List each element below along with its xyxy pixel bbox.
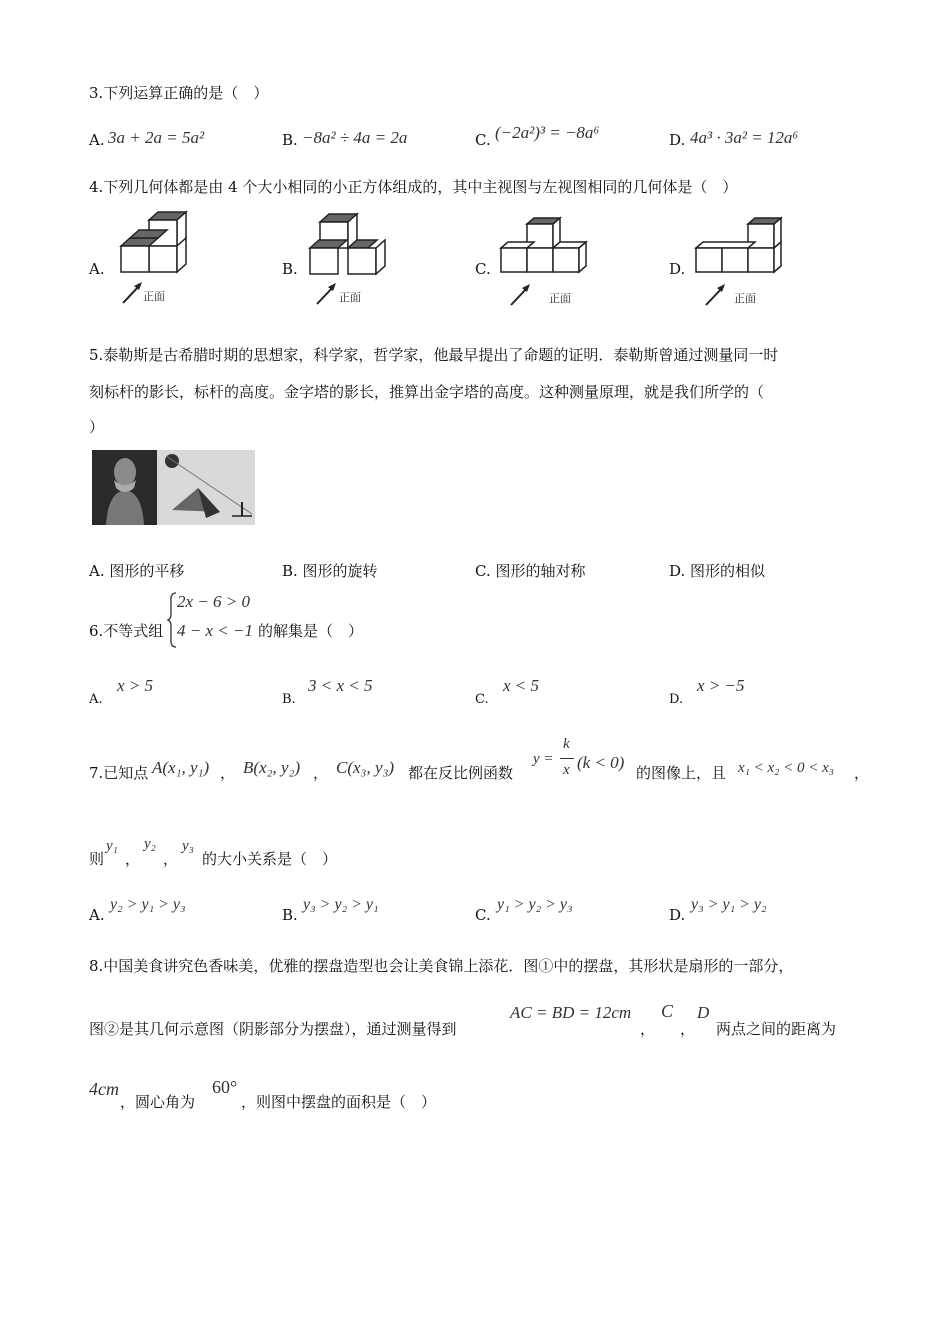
q7-func-num: k	[563, 736, 570, 752]
q3-option-b-expr: −8a² ÷ 4a = 2a	[302, 128, 408, 147]
q4-figure-d	[692, 214, 802, 310]
q6-option-a-label[interactable]: A.	[89, 692, 103, 707]
thales-photo	[92, 450, 255, 525]
q8-comma-2: ，	[680, 1020, 696, 1038]
q4-option-c-label[interactable]: C.	[475, 260, 491, 278]
q6-prefix: 6.不等式组	[89, 622, 164, 640]
q7-mid-2: 的图像上，且	[636, 764, 727, 782]
q6-option-b-label[interactable]: B.	[282, 692, 296, 707]
q5-option-d[interactable]: D. 图形的相似	[669, 562, 766, 580]
q7-option-d-expr: y₃ > y₁ > y₂	[691, 896, 767, 913]
q3-option-a-label[interactable]: A.	[89, 131, 105, 149]
q4-front-label-c: 正面	[549, 292, 571, 305]
q4-front-label-b: 正面	[339, 291, 361, 304]
q7-func-lhs: y =	[533, 751, 554, 767]
q7-end: ，	[854, 764, 870, 782]
q7-sep-4: ，	[163, 850, 179, 868]
q7-point-b: B(x₂, y₂)	[243, 758, 301, 777]
q5-option-b[interactable]: B. 图形的旋转	[282, 562, 378, 580]
q4-figure-c	[497, 210, 607, 310]
q7-option-a-label[interactable]: A.	[89, 906, 105, 924]
q8-point-c: C	[661, 1001, 674, 1021]
q5-line3: ）	[89, 418, 105, 436]
q8-line2-suffix: 两点之间的距离为	[716, 1020, 837, 1038]
q3-option-d-expr: 4a³ · 3a² = 12a⁶	[690, 128, 799, 147]
q3-option-d-label[interactable]: D.	[669, 131, 686, 149]
q7-prefix: 7.已知点	[89, 764, 149, 782]
q8-point-d: D	[697, 1003, 710, 1022]
q7-sep-3: ，	[125, 850, 141, 868]
q4-option-b-label[interactable]: B.	[282, 260, 298, 278]
q5-line1: 5.泰勒斯是古希腊时期的思想家，科学家，哲学家，他最早提出了命题的证明．泰勒斯曾通过测量同一时	[89, 346, 779, 364]
q7-line2-prefix: 则	[89, 850, 105, 868]
q6-option-b-expr: 3 < x < 5	[308, 676, 373, 695]
q7-option-c-label[interactable]: C.	[475, 906, 491, 924]
q7-line2-suffix: 的大小关系是（ ）	[202, 850, 338, 868]
q3-stem: 3.下列运算正确的是（ ）	[89, 84, 269, 102]
q8-line2-prefix: 图②是其几何示意图（阴影部分为摆盘），通过测量得到	[89, 1020, 457, 1038]
q7-option-b-expr: y₃ > y₂ > y₁	[303, 896, 379, 913]
q5-option-c[interactable]: C. 图形的轴对称	[475, 562, 586, 580]
q4-option-a-label[interactable]: A.	[89, 260, 105, 278]
q4-front-label-d: 正面	[734, 292, 756, 305]
q7-option-a-expr: y₂ > y₁ > y₃	[110, 896, 186, 913]
q7-option-d-label[interactable]: D.	[669, 906, 686, 924]
q4-option-d-label[interactable]: D.	[669, 260, 686, 278]
q6-inequality-1: 2x − 6 > 0	[177, 592, 250, 611]
q4-front-label-a: 正面	[143, 290, 165, 303]
q5-option-a[interactable]: A. 图形的平移	[89, 562, 185, 580]
q3-option-b-label[interactable]: B.	[282, 131, 298, 149]
q7-y1: y₁	[106, 838, 118, 854]
q8-equation: AC = BD = 12cm	[510, 1003, 632, 1022]
q6-suffix: 的解集是（ ）	[258, 622, 364, 640]
q3-option-c-expr: (−2a²)³ = −8a⁶	[495, 123, 600, 142]
q6-option-d-label[interactable]: D.	[669, 692, 684, 707]
q7-y3: y₃	[182, 838, 194, 854]
q8-line1: 8.中国美食讲究色香味美，优雅的摆盘造型也会让美食锦上添花．图①中的摆盘，其形状是扇形的一部分，	[89, 957, 794, 975]
q3-option-c-label[interactable]: C.	[475, 131, 491, 149]
q7-func-den: x	[563, 762, 570, 778]
q6-inequality-2: 4 − x < −1	[177, 621, 253, 640]
q7-mid: 都在反比例函数	[408, 764, 514, 782]
q7-sep-2: ，	[313, 764, 329, 782]
q7-point-a: A(x₁, y₁)	[152, 758, 210, 777]
q8-comma-1: ，	[640, 1020, 656, 1038]
q6-option-c-expr: x < 5	[503, 676, 540, 695]
q3-option-a-expr: 3a + 2a = 5a²	[108, 128, 205, 147]
fraction-bar	[560, 758, 574, 759]
q8-distance: 4cm	[89, 1079, 119, 1099]
q8-line3-mid: ，圆心角为	[120, 1093, 196, 1111]
q7-point-c: C(x₃, y₃)	[336, 758, 395, 777]
q7-option-c-expr: y₁ > y₂ > y₃	[497, 896, 573, 913]
q7-condition: x₁ < x₂ < 0 < x₃	[738, 760, 834, 776]
q6-option-c-label[interactable]: C.	[475, 692, 489, 707]
q7-sep-1: ，	[220, 764, 236, 782]
q6-option-d-expr: x > −5	[697, 676, 745, 695]
q7-y2: y₂	[144, 836, 156, 852]
brace-icon	[167, 592, 177, 648]
q6-option-a-expr: x > 5	[117, 676, 154, 695]
q8-line3-suffix: ，则图中摆盘的面积是（ ）	[241, 1093, 437, 1111]
q4-figure-b	[302, 208, 412, 312]
q4-figure-a	[108, 205, 218, 309]
q7-option-b-label[interactable]: B.	[282, 906, 298, 924]
q8-angle: 60°	[212, 1077, 238, 1097]
q5-line2: 刻标杆的影长，标杆的高度。金字塔的影长，推算出金字塔的高度。这种测量原理，就是我们所学的（	[89, 383, 765, 401]
q7-func-cond: (k < 0)	[577, 753, 625, 772]
q4-stem: 4.下列几何体都是由 4 个大小相同的小正方体组成的，其中主视图与左视图相同的几何体是（ ）	[89, 178, 738, 196]
